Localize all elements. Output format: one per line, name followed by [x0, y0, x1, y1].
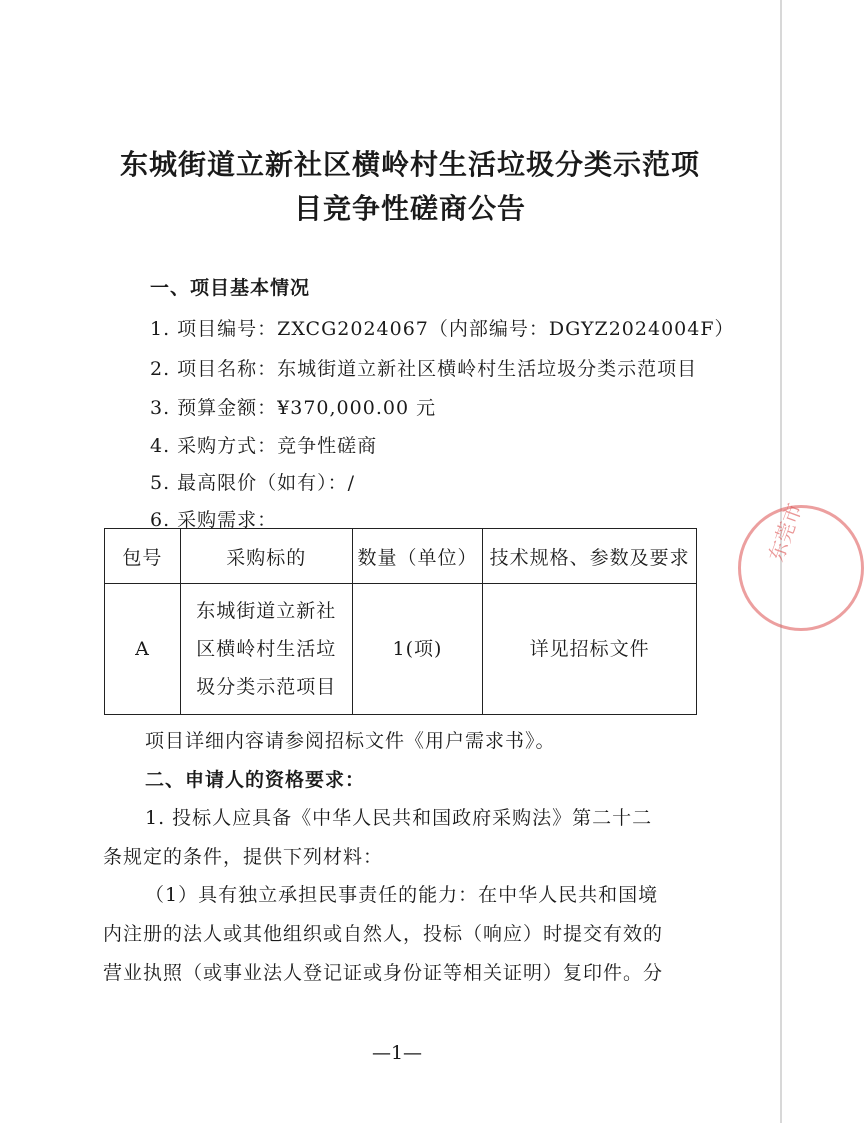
item-max-price: 5. 最高限价（如有）：/: [150, 472, 356, 494]
item-budget: 3. 预算金额：¥370,000.00 元: [150, 397, 437, 419]
header-quantity: 数量（单位）: [352, 529, 483, 584]
section2-p1-line2: 条规定的条件，提供下列材料：: [103, 846, 384, 868]
header-subject: 采购标的: [180, 529, 352, 584]
cell-subject: [180, 584, 352, 715]
table-row: [105, 584, 697, 715]
document-title-line2: 目竞争性磋商公告: [293, 192, 526, 225]
item-procurement-method: 4. 采购方式：竞争性磋商: [150, 435, 378, 457]
cell-subject-line: 区横岭村生活垃: [196, 638, 337, 660]
page-number: —1—: [371, 1042, 423, 1064]
section1-heading: 一、项目基本情况: [150, 277, 311, 299]
item-procurement-requirement: 6. 采购需求：: [150, 509, 278, 531]
note-text: 项目详细内容请参阅招标文件《用户需求书》。: [145, 730, 556, 752]
section2-p1-line1: 1. 投标人应具备《中华人民共和国政府采购法》第二十二: [145, 807, 653, 829]
section2-p2-line2: 内注册的法人或其他组织或自然人，投标（响应）时提交有效的: [103, 923, 664, 945]
table-header-row: [105, 529, 697, 584]
item-project-name: 2. 项目名称：东城街道立新社区横岭村生活垃圾分类示范项目: [150, 358, 698, 380]
item-project-number: 1. 项目编号：ZXCG2024067（内部编号：DGYZ2024004F）: [150, 318, 735, 340]
requirement-table: [104, 528, 697, 715]
cell-subject-line: 东城街道立新社: [196, 600, 337, 622]
section2-p2-line1: （1）具有独立承担民事责任的能力：在中华人民共和国境: [145, 884, 659, 906]
cell-spec: 详见招标文件: [483, 584, 697, 715]
cell-subject-line: 圾分类示范项目: [196, 676, 337, 698]
document-title-line1: 东城街道立新社区横岭村生活垃圾分类示范项: [119, 148, 700, 181]
header-package: 包号: [105, 529, 181, 584]
cell-quantity: 1(项): [352, 584, 483, 715]
section2-heading: 二、申请人的资格要求：: [145, 769, 366, 791]
section2-p2-line3: 营业执照（或事业法人登记证或身份证等相关证明）复印件。分: [103, 962, 664, 984]
red-seal-stamp-text: 东莞市: [763, 499, 807, 565]
cell-package: A: [105, 584, 181, 715]
header-spec: 技术规格、参数及要求: [483, 529, 697, 584]
